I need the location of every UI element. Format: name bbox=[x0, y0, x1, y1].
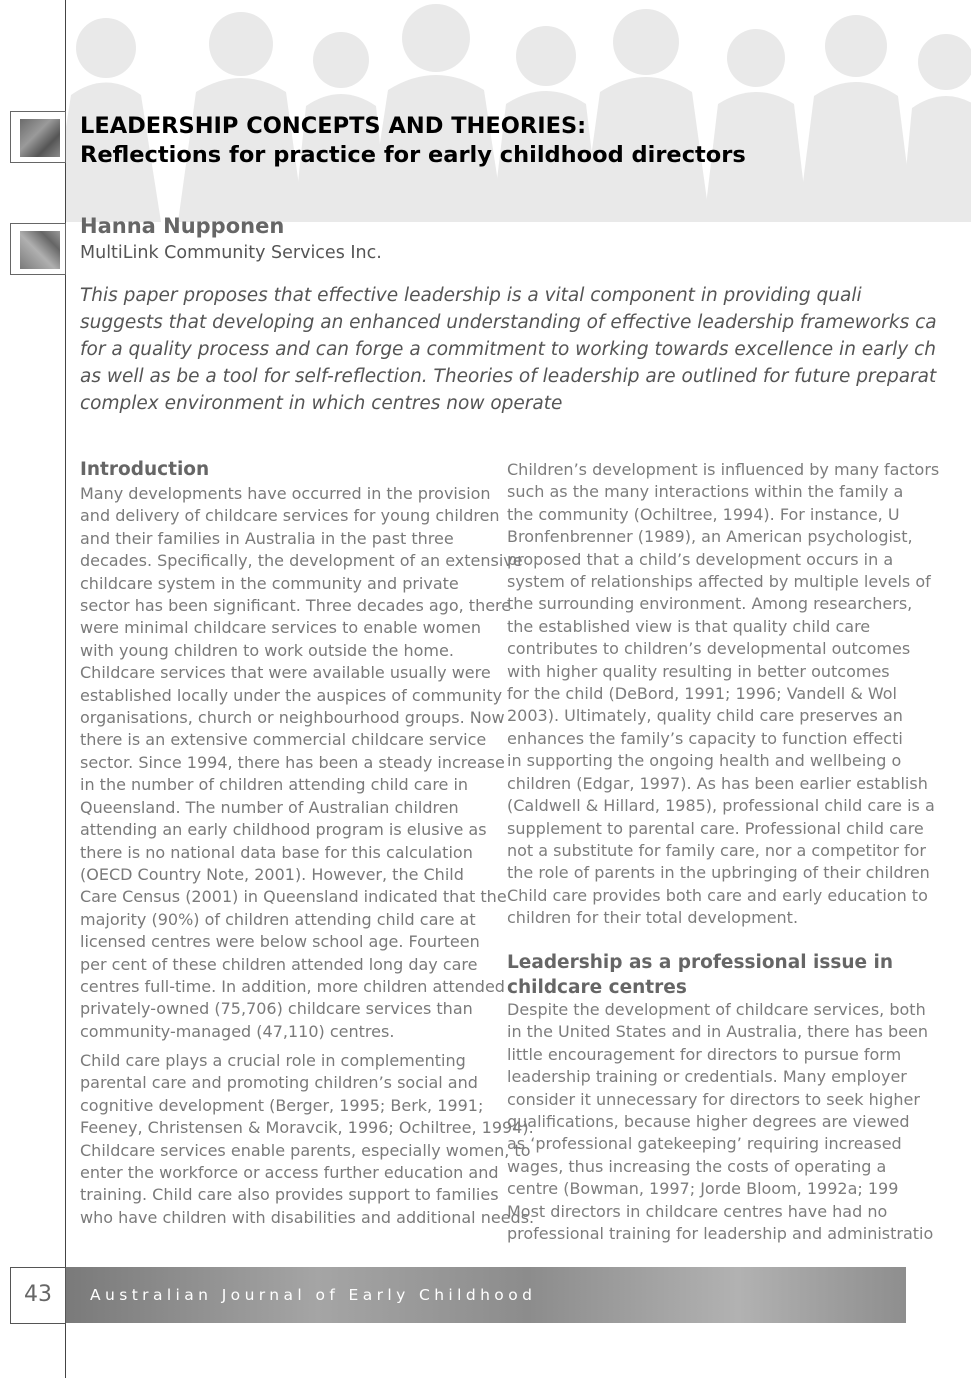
text-line: (Caldwell & Hillard, 1985), professional child care is a bbox=[507, 796, 935, 816]
text-line: with young children to work outside the home. bbox=[80, 640, 454, 660]
text-line: the established view is that quality child care bbox=[507, 616, 871, 636]
text-line: Care Census (2001) in Queensland indicated that the bbox=[80, 887, 507, 907]
text-line: leadership training or credentials. Many employer bbox=[507, 1067, 907, 1087]
text-line: such as the many interactions within the family a bbox=[507, 482, 904, 502]
text-line: sector has been significant. Three decades ago, there bbox=[80, 596, 512, 616]
text-line: Most directors in childcare centres have had no bbox=[507, 1201, 888, 1221]
text-line: privately-owned (75,706) childcare services than bbox=[80, 999, 473, 1019]
text-line: proposed that a child’s development occurs in a bbox=[507, 549, 894, 569]
right-column-paragraph-2 bbox=[507, 999, 933, 1245]
page-number: 43 bbox=[24, 1282, 52, 1307]
section-heading-introduction: Introduction bbox=[80, 459, 210, 480]
journal-footer-bar bbox=[66, 1267, 906, 1323]
text-line: contributes to children’s developmental outcomes bbox=[507, 639, 911, 659]
article-title-line-2: Reflections for practice for early childhood directors bbox=[80, 142, 746, 168]
section-heading-leadership-line-1: Leadership as a professional issue in bbox=[507, 952, 894, 973]
right-column bbox=[507, 459, 971, 1259]
text-line: Child care provides both care and early education to bbox=[507, 885, 928, 905]
text-line: Feeney, Christensen & Moravcik, 1996; Ochiltree, 1994). bbox=[80, 1118, 534, 1138]
text-line: organisations, church or neighbourhood groups. Now bbox=[80, 708, 505, 728]
text-line: Children’s development is influenced by many factors bbox=[507, 460, 940, 479]
abstract bbox=[80, 282, 971, 417]
text-line: Many developments have occurred in the provision bbox=[80, 484, 491, 503]
text-line: as ‘professional gatekeeping’ requiring increased bbox=[507, 1134, 902, 1154]
text-line: children for their total development. bbox=[507, 908, 799, 928]
text-line: community-managed (47,110) centres. bbox=[80, 1021, 395, 1041]
text-line: and delivery of childcare services for young children bbox=[80, 506, 500, 526]
text-line: cognitive development (Berger, 1995; Berk, 1991; bbox=[80, 1095, 484, 1115]
text-line: in the United States and in Australia, there has been bbox=[507, 1022, 929, 1042]
text-line: parental care and promoting children’s social and bbox=[80, 1073, 478, 1093]
text-line: Bronfenbrenner (1989), an American psychologist, bbox=[507, 527, 913, 547]
text-line: wages, thus increasing the costs of operating a bbox=[507, 1156, 887, 1176]
text-line: the community (Ochiltree, 1994). For instance, U bbox=[507, 504, 900, 524]
text-line: supplement to parental care. Professional child care bbox=[507, 818, 924, 838]
text-line: the surrounding environment. Among researchers, bbox=[507, 594, 913, 614]
author-name: Hanna Nupponen bbox=[80, 214, 285, 238]
text-line: per cent of these children attended long day care bbox=[80, 954, 478, 974]
section-heading-leadership-line-2: childcare centres bbox=[507, 976, 687, 998]
children-silhouettes-graphic bbox=[66, 0, 971, 222]
author-affiliation: MultiLink Community Services Inc. bbox=[80, 243, 382, 263]
text-line: professional training for leadership and administratio bbox=[507, 1224, 934, 1244]
abstract-line: This paper proposes that effective leadership is a vital component in providing quali bbox=[80, 285, 862, 306]
text-line: enhances the family’s capacity to function effecti bbox=[507, 728, 903, 748]
author-marker-thumbnail bbox=[10, 223, 66, 275]
text-line: sector. Since 1994, there has been a steady increase bbox=[80, 752, 505, 772]
text-line: children (Edgar, 1997). As has been earlier establish bbox=[507, 773, 928, 793]
text-line: childcare system in the community and private bbox=[80, 573, 459, 593]
text-line: for the child (DeBord, 1991; 1996; Vandell & Wol bbox=[507, 684, 897, 704]
article-title-line-1: LEADERSHIP CONCEPTS AND THEORIES: bbox=[80, 113, 587, 139]
abstract-line: as well as be a tool for self-reflection. Theories of leadership are outlined for future preparat bbox=[80, 366, 937, 387]
header-banner-children-silhouettes bbox=[66, 0, 971, 222]
text-line: training. Child care also provides support to families bbox=[80, 1185, 499, 1205]
abstract-line: complex environment in which centres now operate bbox=[80, 393, 563, 414]
text-line: there is an extensive commercial childcare service bbox=[80, 730, 487, 750]
text-line: attending an early childhood program is elusive as bbox=[80, 820, 487, 840]
text-line: majority (90%) of children attending child care at bbox=[80, 909, 476, 929]
text-line: consider it unnecessary for directors to seek higher bbox=[507, 1089, 920, 1109]
text-line: enter the workforce or access further education and bbox=[80, 1163, 499, 1183]
text-line: 2003). Ultimately, quality child care preserves an bbox=[507, 706, 903, 726]
text-line: who have children with disabilities and additional needs. bbox=[80, 1207, 535, 1227]
text-line: in the number of children attending child care in bbox=[80, 775, 469, 795]
text-line: qualifications, because higher degrees are viewed bbox=[507, 1112, 910, 1132]
text-line: system of relationships affected by multiple levels of bbox=[507, 572, 931, 592]
text-line: in supporting the ongoing health and wellbeing o bbox=[507, 751, 902, 771]
text-line: not a substitute for family care, nor a competitor for bbox=[507, 840, 926, 860]
text-line: established locally under the auspices of community bbox=[80, 685, 503, 705]
right-column-paragraph-1 bbox=[507, 459, 939, 930]
text-line: licensed centres were below school age. Fourteen bbox=[80, 932, 480, 952]
abstract-line: suggests that developing an enhanced understanding of effective leadership frameworks ca bbox=[80, 312, 937, 333]
page-number-box bbox=[10, 1267, 66, 1324]
journal-name: Australian Journal of Early Childhood bbox=[90, 1286, 537, 1304]
text-line: were minimal childcare services to enable women bbox=[80, 618, 482, 638]
text-line: little encouragement for directors to pursue form bbox=[507, 1044, 902, 1064]
text-line: centre (Bowman, 1997; Jorde Bloom, 1992a; 199 bbox=[507, 1179, 899, 1199]
text-line: Despite the development of childcare services, both bbox=[507, 1000, 926, 1019]
text-line: Queensland. The number of Australian children bbox=[80, 797, 459, 817]
title-marker-thumbnail bbox=[10, 111, 66, 163]
text-line: with higher quality resulting in better outcomes bbox=[507, 661, 890, 681]
text-line: and their families in Australia in the past three bbox=[80, 528, 454, 548]
text-line: (OECD Country Note, 2001). However, the Child bbox=[80, 864, 464, 884]
text-line: centres full-time. In addition, more children attended bbox=[80, 976, 505, 996]
text-line: there is no national data base for this calculation bbox=[80, 842, 473, 862]
section-heading-leadership bbox=[507, 951, 893, 1000]
text-line: Childcare services that were available usually were bbox=[80, 663, 491, 683]
left-column-paragraph-1 bbox=[80, 483, 523, 1043]
text-line: decades. Specifically, the development of an extensive bbox=[80, 551, 523, 571]
text-line: the role of parents in the upbringing of their children bbox=[507, 863, 930, 883]
left-column-paragraph-2 bbox=[80, 1050, 534, 1229]
article-title bbox=[80, 112, 746, 170]
text-line: Child care plays a crucial role in complementing bbox=[80, 1051, 466, 1070]
text-line: Childcare services enable parents, especially women, to bbox=[80, 1140, 531, 1160]
abstract-line: for a quality process and can forge a commitment to working towards excellence in early ch bbox=[80, 339, 936, 360]
